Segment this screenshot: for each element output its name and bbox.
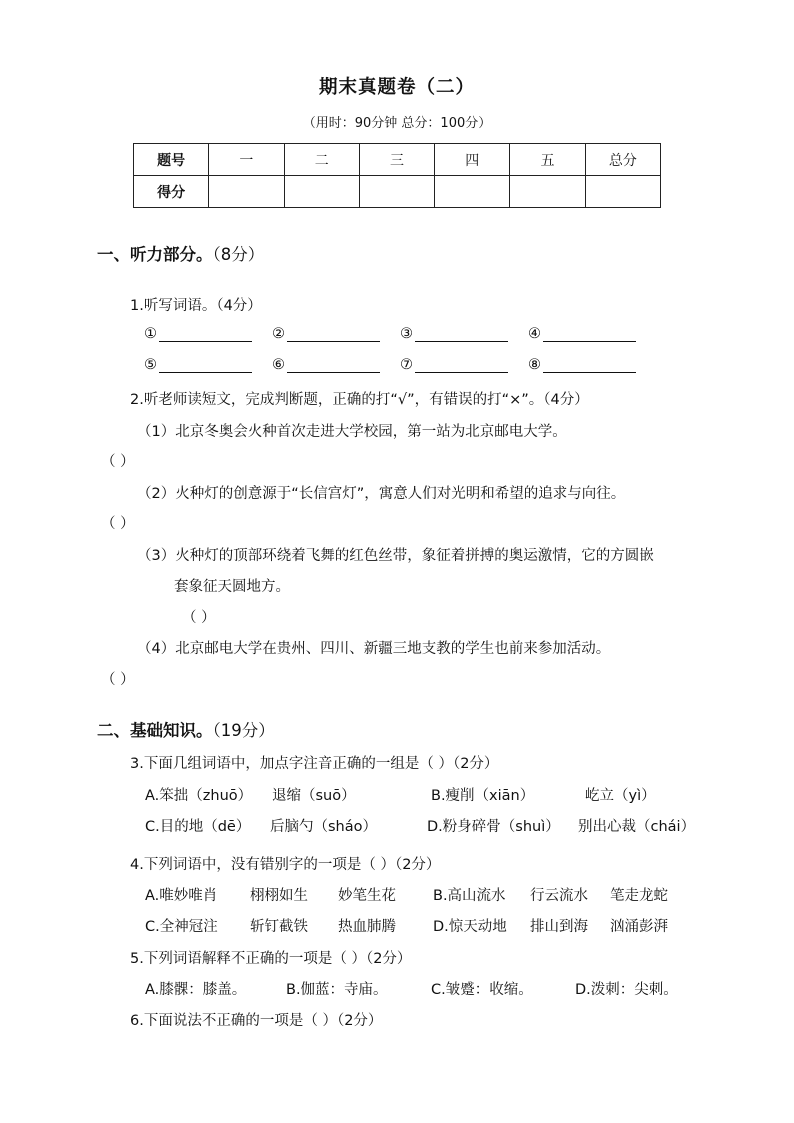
blank-number: ⑤ — [144, 357, 157, 373]
judgment-item: （4）北京邮电大学在贵州、四川、新疆三地支教的学生也前来参加活动。 — [137, 641, 611, 657]
judgment-item: （1）北京冬奥会火种首次走进大学校园，第一站为北京邮电大学。 — [137, 424, 567, 440]
question-1: 1.听写词语。（4分） — [130, 298, 262, 314]
score-cell[interactable] — [585, 176, 660, 208]
dictation-blank[interactable] — [400, 357, 508, 373]
option-a: A.唯妙唯肖 — [145, 888, 218, 904]
blank-number: ① — [144, 326, 157, 342]
blank-number: ⑥ — [272, 357, 285, 373]
score-table-header-cell: 二 — [284, 144, 359, 176]
answer-paren[interactable]: （ ） — [101, 672, 135, 688]
score-table-header-cell: 总分 — [585, 144, 660, 176]
page-subtitle: （用时：90分钟 总分：100分） — [302, 116, 492, 131]
dictation-blank[interactable] — [528, 357, 636, 373]
score-table-header-row — [134, 144, 661, 176]
section-2-points: （19分） — [212, 721, 275, 740]
option-c-word: 斩钉截铁 — [250, 919, 308, 935]
option-d: D.泼刺：尖刺。 — [575, 982, 678, 998]
judgment-item-continued: 套象征天圆地方。 — [174, 579, 290, 595]
score-row-label: 得分 — [134, 176, 209, 208]
option-d: D.惊天动地 — [433, 919, 507, 935]
judgment-item: （3）火种灯的顶部环绕着飞舞的红色丝带，象征着拼搏的奥运激情，它的方圆嵌 — [137, 548, 654, 564]
blank-number: ⑦ — [400, 357, 413, 373]
score-cell[interactable] — [359, 176, 434, 208]
answer-paren[interactable]: （ ） — [182, 610, 216, 626]
dictation-blank[interactable] — [528, 326, 636, 342]
option-c: C.皱蹙：收缩。 — [431, 982, 533, 998]
option-d-word: 汹涌彭湃 — [610, 919, 668, 935]
section-1-points: （8分） — [212, 245, 265, 264]
dictation-blank[interactable] — [144, 357, 252, 373]
dictation-blank[interactable] — [272, 357, 380, 373]
page-title: 期末真题卷（二） — [318, 77, 475, 98]
blank-number: ② — [272, 326, 285, 342]
score-cell[interactable] — [510, 176, 585, 208]
option-a-word: 妙笔生花 — [338, 888, 396, 904]
section-1-title: 一、听力部分。 — [97, 245, 213, 264]
dictation-blanks-row-1 — [144, 326, 636, 342]
option-a1: A.笨拙（zhuō） — [145, 788, 253, 804]
dictation-blank[interactable] — [272, 326, 380, 342]
blank-number: ③ — [400, 326, 413, 342]
option-b: B.高山流水 — [433, 888, 506, 904]
score-table-header-cell: 四 — [435, 144, 510, 176]
score-cell[interactable] — [284, 176, 359, 208]
judgment-item: （2）火种灯的创意源于“长信宫灯”，寓意人们对光明和希望的追求与向往。 — [137, 486, 626, 502]
question-6: 6.下面说法不正确的一项是（ ）（2分） — [130, 1013, 383, 1029]
option-b2: 屹立（yì） — [585, 788, 656, 804]
option-b1: B.瘦削（xiān） — [431, 788, 535, 804]
section-1-heading — [97, 241, 264, 265]
option-a-word: 栩栩如生 — [250, 888, 308, 904]
question-4: 4.下列词语中，没有错别字的一项是（ ）（2分） — [130, 857, 441, 873]
option-a: A.膝髁：膝盖。 — [145, 982, 247, 998]
option-c1: C.目的地（dē） — [145, 819, 251, 835]
option-d-word: 排山到海 — [530, 919, 588, 935]
blank-number: ④ — [528, 326, 541, 342]
dictation-blank[interactable] — [144, 326, 252, 342]
question-5: 5.下列词语解释不正确的一项是（ ）（2分） — [130, 951, 412, 967]
answer-paren[interactable]: （ ） — [101, 516, 135, 532]
score-table-header-cell: 五 — [510, 144, 585, 176]
score-table-header-cell: 一 — [209, 144, 284, 176]
question-3: 3.下面几组词语中，加点字注音正确的一组是（ ）（2分） — [130, 756, 499, 772]
question-2: 2.听老师读短文，完成判断题，正确的打“√”，有错误的打“×”。（4分） — [130, 392, 589, 408]
option-b: B.伽蓝：寺庙。 — [286, 982, 388, 998]
score-table-header-cell: 题号 — [134, 144, 209, 176]
option-c-word: 热血肺腾 — [338, 919, 396, 935]
score-cell[interactable] — [435, 176, 510, 208]
dictation-blanks-row-2 — [144, 357, 636, 373]
option-d2: 别出心裁（chái） — [578, 819, 696, 835]
dictation-blank[interactable] — [400, 326, 508, 342]
score-table-header-cell: 三 — [359, 144, 434, 176]
answer-paren[interactable]: （ ） — [101, 454, 135, 470]
blank-number: ⑧ — [528, 357, 541, 373]
section-2-heading — [97, 717, 275, 741]
score-table — [133, 143, 661, 208]
option-a2: 退缩（suō） — [272, 788, 356, 804]
option-c2: 后脑勺（sháo） — [270, 819, 378, 835]
score-cell[interactable] — [209, 176, 284, 208]
option-c: C.全神冠注 — [145, 919, 218, 935]
section-2-title: 二、基础知识。 — [97, 721, 213, 740]
option-b-word: 笔走龙蛇 — [610, 888, 668, 904]
option-d1: D.粉身碎骨（shuì） — [427, 819, 560, 835]
score-table-score-row — [134, 176, 661, 208]
option-b-word: 行云流水 — [530, 888, 588, 904]
